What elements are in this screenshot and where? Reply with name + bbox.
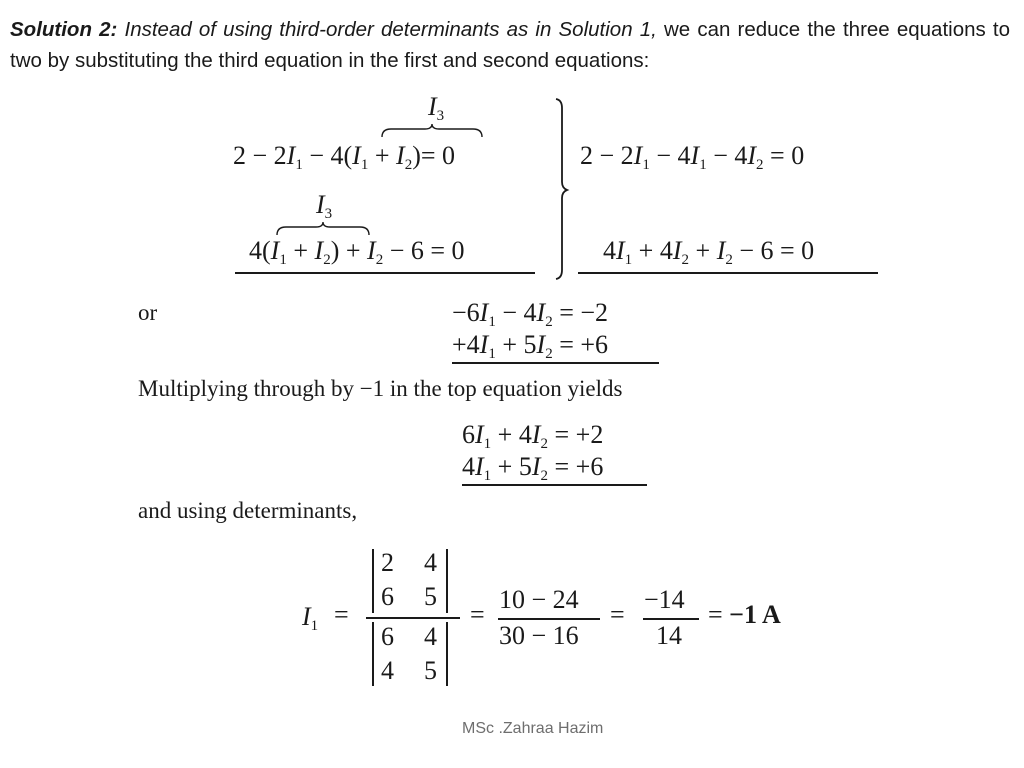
intro-italic-text: Instead of using third-order determinants as in Solution 1, xyxy=(124,18,657,41)
den-matrix-a11: 6 xyxy=(381,622,394,651)
solution-label: Solution 2: xyxy=(10,18,118,41)
system1-equation-1: $-6I_1 - 4I_2 = -2$ xyxy=(452,298,609,330)
system2-underline xyxy=(462,484,647,486)
num-matrix-a12: 4 xyxy=(424,548,437,577)
determinants-text: and using determinants, xyxy=(138,498,358,523)
den-matrix-a12: 4 xyxy=(424,622,437,651)
system1-underline xyxy=(452,362,659,364)
footer-author: MSc .Zahraa Hazim xyxy=(462,720,604,737)
equals-sign-3: = xyxy=(610,600,625,629)
left-equation-1: $2 - 2I_1 - 4(I_1 + I_2)= 0$ xyxy=(233,141,456,173)
result: = −1 A xyxy=(708,600,781,629)
num-det-right-bar xyxy=(446,549,448,613)
step1-denominator: 30 − 16 xyxy=(499,621,579,650)
multiplying-text: Multiplying through by −1 in the top equation yields xyxy=(138,376,623,401)
step2-fraction-bar xyxy=(643,618,699,620)
step1-numerator: 10 − 24 xyxy=(499,585,579,614)
step2-denominator: 14 xyxy=(656,621,682,650)
num-matrix-a11: 2 xyxy=(381,548,394,577)
left-underline xyxy=(235,272,535,274)
den-matrix-a21: 4 xyxy=(381,656,394,685)
brace-label-bottom: $I_3$ xyxy=(316,190,333,222)
system2-equation-1: $6I_1 + 4I_2 = +2$ xyxy=(462,420,604,452)
num-matrix-a21: 6 xyxy=(381,582,394,611)
intro-paragraph xyxy=(10,14,1010,76)
system1-equation-2: $+4I_1 + 5I_2 = +6$ xyxy=(452,330,609,362)
den-matrix-a22: 5 xyxy=(424,656,437,685)
overbrace-bottom xyxy=(276,222,370,236)
step2-numerator: −14 xyxy=(644,585,685,614)
left-equation-2: $4(I_1 + I_2) + I_2 - 6 = 0$ xyxy=(249,236,465,268)
num-det-left-bar xyxy=(372,549,374,613)
den-det-left-bar xyxy=(372,622,374,686)
right-equation-2: $4I_1 + 4I_2 + I_2 - 6 = 0$ xyxy=(603,236,815,268)
den-det-right-bar xyxy=(446,622,448,686)
right-brace xyxy=(550,98,570,280)
or-label: or xyxy=(138,300,158,325)
right-underline xyxy=(578,272,878,274)
num-matrix-a22: 5 xyxy=(424,582,437,611)
intro-body-text: we can reduce the three equations to two by substituting the third equation in the first and second equations: xyxy=(10,18,1010,72)
det-fraction-bar xyxy=(366,617,460,619)
i1-label: $I_1$ xyxy=(302,602,319,634)
overbrace-top xyxy=(381,124,483,138)
step1-fraction-bar xyxy=(498,618,600,620)
right-equation-1: $2 - 2I_1 - 4I_1 - 4I_2 = 0$ xyxy=(580,141,805,173)
system2-equation-2: $4I_1 + 5I_2 = +6$ xyxy=(462,452,604,484)
brace-label-top: $I_3$ xyxy=(428,92,445,124)
equals-sign-2: = xyxy=(470,600,485,629)
equals-sign-1: = xyxy=(334,600,349,629)
